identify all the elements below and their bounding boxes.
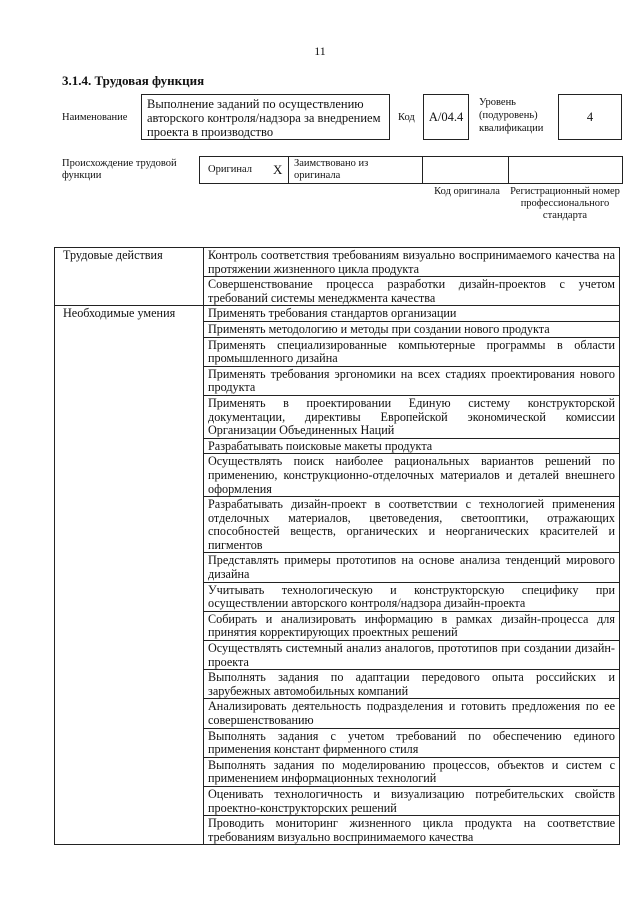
function-code-box: A/04.4 [423, 94, 469, 140]
reg-number-cell [508, 157, 623, 183]
original-mark: X [273, 162, 283, 177]
page-number: 11 [314, 44, 326, 58]
action-row-category: Трудовые действия [55, 248, 204, 306]
action-row-text: Контроль соответствия требованиям визуально воспринимаемого качества на протяжении жизненного цикла продукта [204, 248, 620, 277]
action-row-text: Совершенствование процесса разработки дизайн-проектов с учетом требований системы менеджмента качества [204, 277, 620, 306]
skill-row-text: Выполнять задания с учетом требований по обеспечению единого применения констант фирменного стиля [204, 728, 620, 757]
skill-row-text: Собирать и анализировать информацию в рамках дизайн-процесса для принятия корректирующих проектных решений [204, 611, 620, 640]
skill-row-text: Осуществлять системный анализ аналогов, прототипов при создании дизайн-проекта [204, 641, 620, 670]
skill-row-text: Применять требования стандартов организации [204, 306, 620, 322]
skill-row-text: Разрабатывать дизайн-проект в соответствии с технологией применения отделочных материалов, цветоведения, светооптики, отражающих способностей веществ, органических и неорганических красителей и пигментов [204, 497, 620, 553]
skill-row-text: Анализировать деятельность подразделения и готовить предложения по ее совершенствованию [204, 699, 620, 728]
skill-row-text: Выполнять задания по адаптации передового опыта российских и зарубежных автомобильных компаний [204, 670, 620, 699]
skill-row-category: Необходимые умения [55, 306, 204, 845]
borrowed-cell [288, 157, 422, 183]
skill-row-text: Оценивать технологичность и визуализацию потребительских свойств проектно-конструкторских решений [204, 786, 620, 815]
action-row [55, 248, 620, 277]
code-caption: Код оригинала [434, 186, 500, 197]
skill-row [55, 306, 620, 322]
origin-label: Происхождение трудовой функции [62, 158, 177, 181]
skill-row-text: Применять методологию и методы при создании нового продукта [204, 321, 620, 337]
name-label: Наименование [62, 112, 128, 123]
skill-row-text: Разрабатывать поисковые макеты продукта [204, 438, 620, 454]
skill-row-text: Представлять примеры прототипов на основе анализа тенденций мирового дизайна [204, 553, 620, 582]
skill-row-text: Осуществлять поиск наиболее рациональных вариантов решений по применению, конструкционно-отделочных материалов и деталей внешнего оформления [204, 454, 620, 497]
function-name-box: Выполнение заданий по осуществлению авторского контроля/надзора за внедрением проекта в производство [141, 94, 390, 140]
skill-row-text: Применять в проектировании Единую систему конструкторской документации, директивы Европейской экономической комиссии Организации Объединенных Наций [204, 395, 620, 438]
level-box: 4 [558, 94, 622, 140]
level-label: Уровень (подуровень) квалификации [479, 97, 544, 134]
skill-row-text: Учитывать технологическую и конструкторскую специфику при осуществлении авторского контроля/надзора дизайн-проекта [204, 582, 620, 611]
original-cell [199, 157, 288, 183]
borrowed-label: Заимствовано из оригинала [294, 158, 369, 181]
origin-row [199, 156, 623, 184]
skill-row-text: Проводить мониторинг жизненного цикла продукта на соответствие требованиям визуально воспринимаемого качества [204, 816, 620, 845]
section-title: 3.1.4. Трудовая функция [62, 73, 205, 88]
skill-row-text: Применять специализированные компьютерные программы в области промышленного дизайна [204, 337, 620, 366]
reg-caption: Регистрационный номер профессионального стандарта [510, 186, 620, 221]
function-table [54, 247, 620, 845]
code-label: Код [398, 112, 415, 123]
skill-row-text: Применять требования эргономики на всех стадиях проектирования нового продукта [204, 366, 620, 395]
original-label: Оригинал [208, 164, 252, 175]
skill-row-text: Выполнять задания по моделированию процессов, объектов и систем с применением информационных технологий [204, 757, 620, 786]
original-code-cell [422, 157, 508, 183]
